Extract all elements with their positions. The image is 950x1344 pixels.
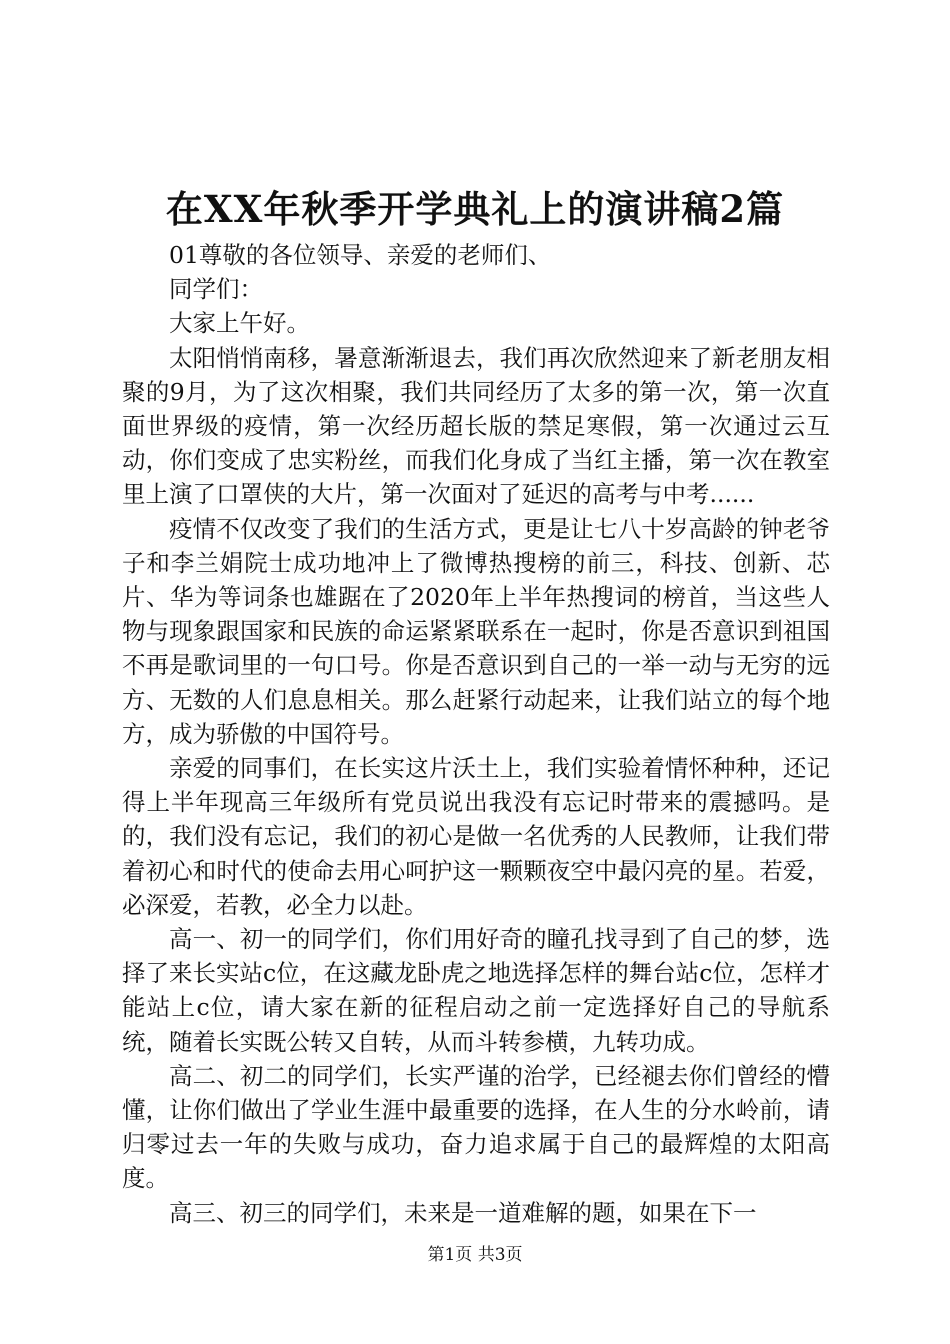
paragraph-salutation: 01尊敬的各位领导、亲爱的老师们、 [169,241,552,269]
paragraph-salutation-students: 同学们： [169,275,263,304]
paragraph-greeting: 大家上午好。 [169,309,310,338]
paragraph-body: 疫情不仅改变了我们的生活方式，更是让七八十岁高龄的钟老爷子和李兰娟院士成功地冲上了微博热搜榜的前三，科技、创新、芯片、华为等词条也雄踞在了2020年上半年热搜词的榜首，当这些人物与现象跟国家和民族的命运紧紧联系在一起时，你是否意识到祖国不再是歌词里的一句口号。你是否意识到自己的一举一动与无穷的远方、无数的人们息息相关。那么赶紧行动起来，让我们站立的每个地方，成为骄傲的中国符号。 [122,514,830,748]
document-body [122,238,830,1230]
paragraph-body: 亲爱的同事们，在长实这片沃土上，我们实验着情怀种种，还记得上半年现高三年级所有党员说出我没有忘记时带来的震撼吗。是的，我们没有忘记，我们的初心是做一名优秀的人民教师，让我们带着初心和时代的使命去用心呵护这一颗颗夜空中最闪亮的星。若爱，必深爱，若教，必全力以赴。 [122,754,830,919]
page-number-footer: 第1页 共3页 [427,1245,523,1265]
paragraph-body: 高三、初三的同学们，未来是一道难解的题，如果在下一 [169,1198,757,1227]
paragraph-body: 太阳悄悄南移，暑意渐渐退去，我们再次欣然迎来了新老朋友相聚的9月，为了这次相聚，我们共同经历了太多的第一次，第一次直面世界级的疫情，第一次经历超长版的禁足寒假，第一次通过云互动，你们变成了忠实粉丝，而我们化身成了当红主播，第一次在教室里上演了口罩侠的大片，第一次面对了延迟的高考与中考...... [122,343,830,509]
paragraph-body: 高一、初一的同学们，你们用好奇的瞳孔找寻到了自己的梦，选择了来长实站c位，在这藏龙卧虎之地选择怎样的舞台站c位，怎样才能站上c位，请大家在新的征程启动之前一定选择好自己的导航系统，随着长实既公转又自转，从而斗转参横，九转功成。 [122,925,830,1056]
document-title: 在XX年秋季开学典礼上的演讲稿2篇 [165,187,785,231]
paragraph-body: 高二、初二的同学们，长实严谨的治学，已经褪去你们曾经的懵懂，让你们做出了学业生涯中最重要的选择，在人生的分水岭前，请归零过去一年的失败与成功，奋力追求属于自己的最辉煌的太阳高度。 [122,1061,830,1193]
